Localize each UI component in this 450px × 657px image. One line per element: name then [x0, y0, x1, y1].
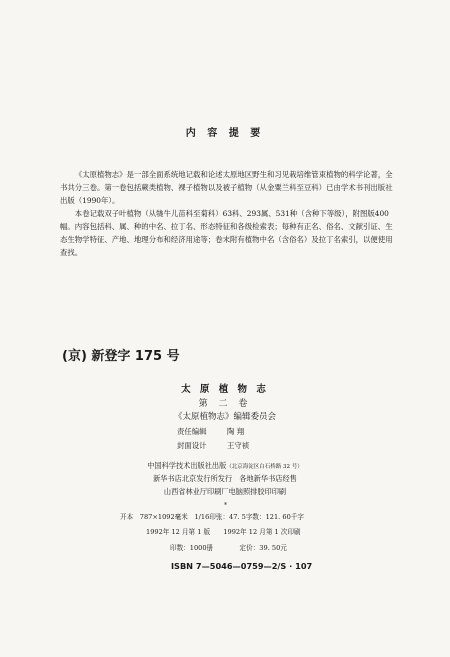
edition-info: 1992年 12 月第 1 版 1992年 12 月第 1 次印刷	[146, 528, 301, 536]
registration-number: (京) 新登字 175 号	[62, 349, 180, 364]
abstract-paragraph-1: 《太原植物志》是一部全面系统地记载和论述太原地区野生和习见栽培维管束植物的科学论著，全书共分三卷。第一卷包括蕨类植物、裸子植物以及被子植物（从金粟兰科至豆科）已由学术书刊出版社出版（1990年）。	[60, 170, 393, 205]
distribution-line: 新华书店北京发行所发行 各地新华书店经售	[153, 474, 297, 483]
abstract-heading: 内 容 提 要	[185, 128, 265, 139]
credit-cover-label: 封面设计	[177, 441, 207, 450]
credit-editor-value: 陶 翔	[227, 427, 245, 436]
separator-mark: *	[224, 502, 227, 509]
publisher: 中国科学技术出版社出版	[147, 461, 227, 470]
credit-editor-label: 责任编辑	[177, 427, 207, 436]
print-run-price: 印数：1000册 定价：39. 50元	[170, 544, 287, 552]
format-spec: 开本 787×1092毫米 1/16印张：47. 5字数：121. 60千字	[120, 513, 304, 521]
credit-cover-value: 王守祯	[227, 441, 250, 450]
editorial-committee: 《太原植物志》编辑委员会	[173, 412, 276, 422]
abstract-body	[60, 168, 396, 259]
volume-label: 第 二 卷	[198, 399, 252, 409]
isbn: ISBN 7—5046—0759—2/S · 107	[171, 561, 313, 571]
book-title: 太 原 植 物 志	[181, 384, 269, 395]
abstract-paragraph-2: 本卷记载双子叶植物（从牻牛儿苗科至菊科）63科、293属、531种（含种下等级），附图版400幅。内容包括科、属、种的中名、拉丁名、形态特征和各级检索表；每种有正名、俗名、文献引证、生态生物学特征、产地、地理分布和经济用途等；卷末附有植物中名（含俗名）及拉丁名索引，以便使用查找。	[60, 209, 393, 257]
publisher-address: （北京海淀区白石桥路 32 号）	[226, 464, 303, 470]
publisher-line	[0, 461, 450, 471]
credit-editor	[177, 426, 244, 437]
printer-line: 山西省林业厅印刷厂电脑照排胶印印刷	[163, 487, 287, 496]
credit-cover	[177, 440, 249, 451]
